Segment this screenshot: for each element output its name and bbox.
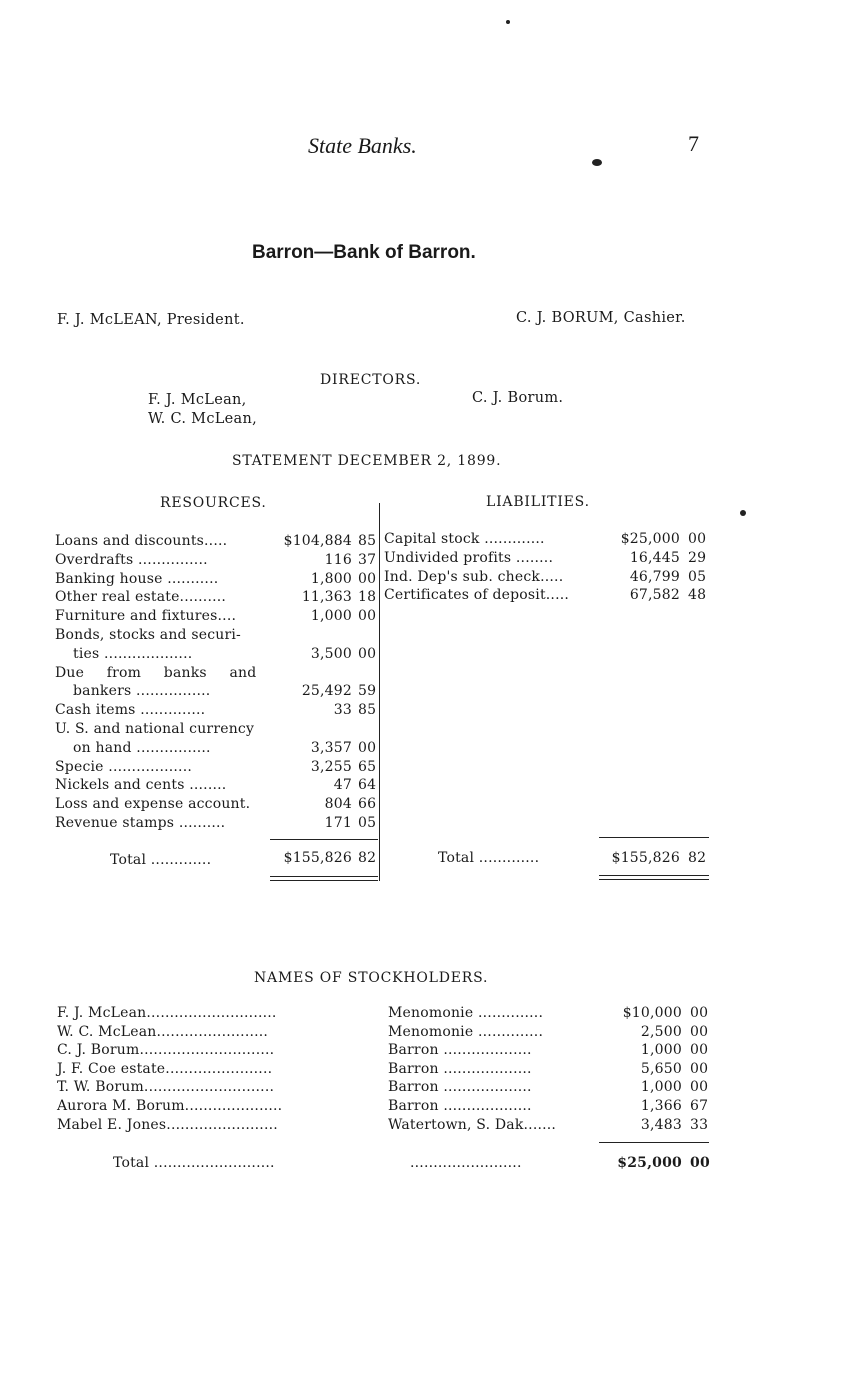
rule: [270, 876, 378, 877]
liability-cents: 29: [688, 549, 707, 566]
resource-label: Furniture and fixtures....: [55, 608, 237, 625]
stockholder-name: F. J. McLean............................: [57, 1005, 277, 1021]
stockholders-total-label: Total ..........................: [113, 1155, 275, 1171]
resource-dollars: 33: [333, 702, 352, 719]
resource-label: Loans and discounts.....: [55, 533, 228, 549]
resource-dollars: 116: [324, 551, 352, 568]
stockholders-total-cents: 00: [690, 1155, 710, 1171]
resources-total-label: Total .............: [110, 852, 212, 868]
resource-cents: 37: [358, 551, 377, 568]
cashier: C. J. BORUM, Cashier.: [516, 310, 686, 326]
resource-dollars: 1,800: [310, 570, 352, 587]
column-divider: [379, 503, 380, 881]
resource-cents: 05: [358, 815, 377, 831]
stockholder-residence: Barron ...................: [388, 1060, 532, 1077]
resource-cents: 00: [358, 645, 377, 662]
print-speck: [740, 510, 746, 516]
liability-dollars: 46,799: [629, 568, 680, 585]
stockholders-heading: NAMES OF STOCKHOLDERS.: [254, 970, 489, 986]
stockholder-dollars: 1,366: [640, 1098, 682, 1114]
stockholder-dollars: $10,000: [622, 1005, 682, 1021]
stockholder-residence: Menomonie ..............: [388, 1023, 544, 1040]
resource-label: Loss and expense account.: [55, 796, 251, 813]
statement-heading: STATEMENT DECEMBER 2, 1899.: [232, 453, 502, 469]
resources-total-cents: 82: [358, 850, 377, 866]
stockholder-cents: 00: [690, 1079, 709, 1096]
stockholder-name: Aurora M. Borum.....................: [57, 1098, 283, 1114]
stockholder-name: J. F. Coe estate.......................: [57, 1060, 273, 1077]
resource-dollars: 25,492: [301, 683, 352, 700]
resource-cents: 00: [358, 570, 377, 587]
resource-dollars: 171: [324, 815, 352, 831]
resource-label: bankers ................: [73, 683, 211, 700]
liability-dollars: $25,000: [620, 531, 680, 547]
resource-cents: 65: [358, 758, 377, 775]
stockholder-residence: Barron ...................: [388, 1079, 532, 1096]
liability-label: Undivided profits ........: [384, 549, 554, 566]
president: F. J. McLEAN, President.: [57, 312, 245, 328]
rule: [599, 875, 709, 876]
stockholder-name: W. C. McLean........................: [57, 1023, 269, 1040]
stockholder-residence: Watertown, S. Dak.......: [388, 1116, 557, 1133]
resource-cents: 18: [358, 589, 377, 606]
resource-dollars: 11,363: [301, 589, 352, 606]
resource-cents: 59: [358, 683, 377, 700]
resource-dollars: 3,255: [310, 758, 352, 775]
stockholder-cents: 00: [690, 1023, 709, 1040]
liability-dollars: 16,445: [629, 549, 680, 566]
resource-dollars: 3,357: [310, 739, 352, 756]
resource-cents: 00: [358, 739, 377, 756]
liability-label: Capital stock .............: [384, 531, 545, 547]
resource-dollars: $104,884: [283, 533, 352, 549]
resource-label: Specie ..................: [55, 758, 192, 775]
resource-dollars: 3,500: [310, 645, 352, 662]
liability-label: Certificates of deposit.....: [384, 587, 570, 604]
liabilities-total-label: Total .............: [438, 850, 540, 866]
resource-label: Cash items ..............: [55, 702, 206, 719]
resources-total-dollars: $155,826: [283, 850, 352, 866]
director-name: W. C. McLean,: [148, 411, 258, 427]
stockholder-name: C. J. Borum.............................: [57, 1042, 275, 1059]
stockholder-residence: Menomonie ..............: [388, 1005, 544, 1021]
resource-cents: 64: [358, 777, 377, 794]
stockholder-residence: Barron ...................: [388, 1098, 532, 1114]
liability-dollars: 67,582: [629, 587, 680, 604]
liabilities-heading: LIABILITIES.: [486, 494, 590, 510]
page-number: 7: [688, 131, 699, 156]
resource-dollars: 1,000: [310, 608, 352, 625]
running-title: State Banks.: [308, 133, 417, 158]
resource-dollars: 47: [333, 777, 352, 794]
resource-cents: 85: [358, 533, 377, 549]
stockholder-dollars: 1,000: [640, 1079, 682, 1096]
liability-cents: 48: [688, 587, 707, 604]
director-name: C. J. Borum.: [472, 390, 564, 406]
stockholder-dollars: 2,500: [640, 1023, 682, 1040]
resource-cents: 85: [358, 702, 377, 719]
liabilities-total-dollars: $155,826: [611, 850, 680, 866]
stockholder-cents: 00: [690, 1060, 709, 1077]
stockholder-dollars: 3,483: [640, 1116, 682, 1133]
resource-cents: 66: [358, 796, 377, 813]
resource-label: Banking house ...........: [55, 570, 219, 587]
stockholders-total-dollars: $25,000: [617, 1155, 682, 1171]
resource-label: Revenue stamps ..........: [55, 815, 226, 831]
liability-label: Ind. Dep's sub. check.....: [384, 568, 564, 585]
resource-label: on hand ................: [73, 739, 211, 756]
stockholders-total-leader: ........................: [410, 1155, 522, 1171]
bank-title: Barron—Bank of Barron.: [252, 242, 476, 263]
rule: [599, 1142, 709, 1143]
rule: [599, 879, 709, 880]
stockholder-cents: 00: [690, 1042, 709, 1059]
rule: [270, 839, 378, 840]
stockholder-residence: Barron ...................: [388, 1042, 532, 1059]
stockholder-cents: 67: [690, 1098, 709, 1114]
liability-cents: 05: [688, 568, 707, 585]
rule: [599, 837, 709, 838]
resource-label: Due from banks and: [55, 664, 257, 681]
director-name: F. J. McLean,: [148, 392, 247, 408]
resource-label: ties ...................: [73, 645, 193, 662]
directors-heading: DIRECTORS.: [320, 372, 422, 388]
resource-dollars: 804: [324, 796, 352, 813]
stockholder-dollars: 1,000: [640, 1042, 682, 1059]
liability-cents: 00: [688, 531, 707, 547]
resources-heading: RESOURCES.: [160, 495, 267, 511]
stockholder-dollars: 5,650: [640, 1060, 682, 1077]
liabilities-total-cents: 82: [688, 850, 707, 866]
rule: [270, 880, 378, 881]
resource-label: Nickels and cents ........: [55, 777, 227, 794]
resource-label: Other real estate..........: [55, 589, 227, 606]
stockholder-name: T. W. Borum............................: [57, 1079, 275, 1096]
stockholder-cents: 00: [690, 1005, 709, 1021]
stockholder-name: Mabel E. Jones........................: [57, 1116, 278, 1133]
print-speck: [592, 159, 602, 166]
resource-label: Overdrafts ...............: [55, 551, 208, 568]
resource-label: Bonds, stocks and securi-: [55, 627, 241, 643]
resource-cents: 00: [358, 608, 377, 625]
resource-label: U. S. and national currency: [55, 721, 255, 737]
print-speck: [506, 20, 510, 24]
stockholder-cents: 33: [690, 1116, 709, 1133]
